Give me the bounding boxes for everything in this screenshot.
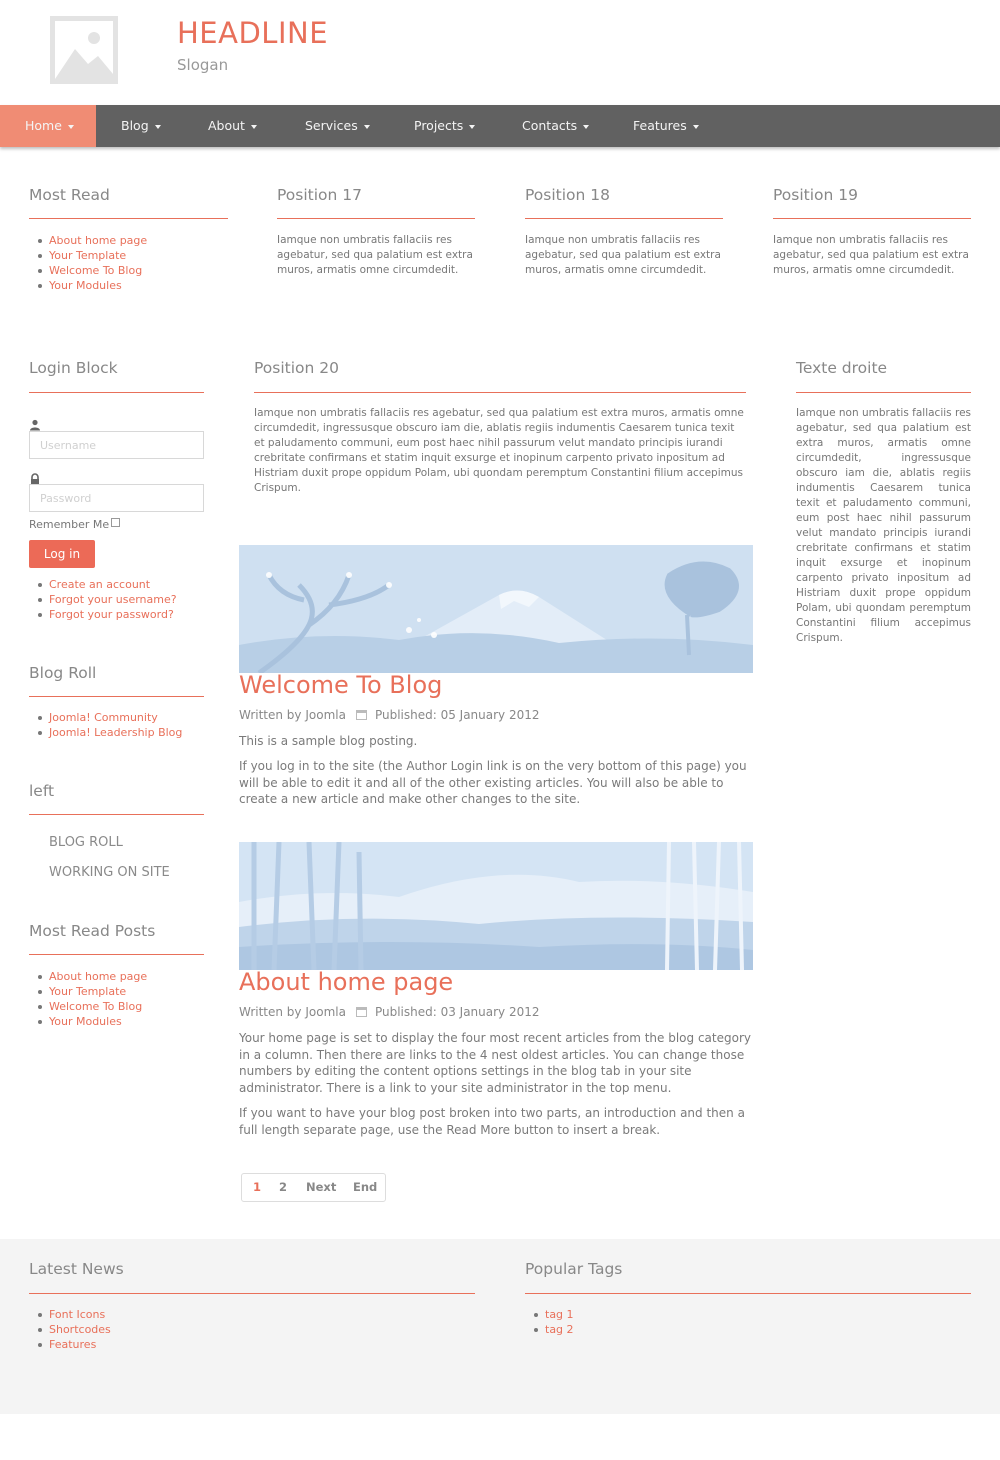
article-title-welcome-to-blog[interactable]: Welcome To Blog bbox=[239, 671, 443, 699]
caret-down-icon bbox=[155, 125, 161, 129]
list-item bbox=[29, 1337, 475, 1352]
latest-news-list bbox=[29, 1307, 475, 1352]
caret-down-icon bbox=[364, 125, 370, 129]
popular-tags-title: Popular Tags bbox=[525, 1260, 623, 1278]
nav-item-services[interactable]: Services bbox=[280, 105, 390, 147]
article-image-blossom[interactable] bbox=[239, 545, 753, 673]
nav-item-home[interactable]: Home bbox=[0, 105, 96, 147]
article-author: Written by Joomla bbox=[239, 708, 346, 722]
left-menu-title: left bbox=[29, 782, 55, 800]
article-published-date: Published: 05 January 2012 bbox=[374, 708, 540, 722]
lock-icon bbox=[29, 470, 41, 482]
list-item bbox=[29, 1014, 204, 1029]
shortcodes-link[interactable]: Shortcodes bbox=[49, 1323, 111, 1336]
divider bbox=[525, 218, 723, 219]
most-read-title: Most Read bbox=[29, 186, 110, 204]
forgot-username-link[interactable]: Forgot your username? bbox=[49, 593, 177, 606]
tag-2-link[interactable]: tag 2 bbox=[545, 1323, 574, 1336]
list-item bbox=[29, 577, 204, 592]
list-item bbox=[29, 710, 204, 725]
tag-1-link[interactable]: tag 1 bbox=[545, 1308, 574, 1321]
position-17-text: Iamque non umbratis fallaciis res agebatur, sed qua palatium est extra muros, armatis omne circumdedit. bbox=[277, 234, 473, 276]
position-20-title: Position 20 bbox=[254, 359, 340, 377]
nav-item-contacts[interactable]: Contacts bbox=[497, 105, 609, 147]
list-item bbox=[29, 248, 228, 263]
page-1[interactable]: 1 bbox=[253, 1180, 262, 1194]
caret-down-icon bbox=[693, 125, 699, 129]
most-read-posts-list bbox=[29, 969, 204, 1029]
left-menu-working-on-site[interactable]: WORKING ON SITE bbox=[49, 865, 170, 880]
link-your-modules[interactable]: Your Modules bbox=[49, 279, 122, 292]
list-item bbox=[29, 725, 204, 740]
login-button[interactable]: Log in bbox=[29, 540, 95, 568]
remember-me-checkbox[interactable] bbox=[111, 518, 120, 527]
site-headline[interactable]: HEADLINE bbox=[177, 16, 329, 50]
article-published-date: Published: 03 January 2012 bbox=[374, 1005, 540, 1019]
blog-roll-title: Blog Roll bbox=[29, 664, 97, 682]
calendar-icon bbox=[356, 1007, 367, 1017]
site-header bbox=[0, 0, 1000, 105]
divider bbox=[29, 696, 204, 697]
most-read-posts-title: Most Read Posts bbox=[29, 922, 156, 940]
most-read-list bbox=[29, 233, 228, 293]
nav-item-projects[interactable]: Projects bbox=[389, 105, 497, 147]
article-image-bamboo[interactable] bbox=[239, 842, 753, 970]
list-item bbox=[29, 233, 228, 248]
texte-droite-title: Texte droite bbox=[796, 359, 888, 377]
link-your-template[interactable]: Your Template bbox=[49, 249, 127, 262]
login-block-title: Login Block bbox=[29, 359, 118, 377]
link-welcome-to-blog[interactable]: Welcome To Blog bbox=[49, 1000, 143, 1013]
joomla-community-link[interactable]: Joomla! Community bbox=[49, 711, 158, 724]
caret-down-icon bbox=[68, 125, 74, 129]
caret-down-icon bbox=[469, 125, 475, 129]
link-your-template[interactable]: Your Template bbox=[49, 985, 127, 998]
login-links bbox=[29, 577, 204, 622]
position-17-title: Position 17 bbox=[277, 186, 363, 204]
nav-item-features[interactable]: Features bbox=[608, 105, 718, 147]
calendar-icon bbox=[356, 710, 367, 720]
article-meta bbox=[239, 708, 540, 722]
main-navigation bbox=[0, 105, 1000, 147]
texte-droite-text: Iamque non umbratis fallaciis res agebatur, sed qua palatium est extra muros, armatis omne circumdedit, ingressusque obscuro iam die, ablatis regiis indumentis Caesarem tunica texit et paludamento communi, eum post haec nihil passurum velut mandato principis iurandi crebritate confirmans et statim inquit exsurge et inopinum carpento privato inpositum ad Histriam duxit prope oppidum Polam, ubi quondam peremptum Constantini filium accepimus Crispum. bbox=[796, 407, 971, 644]
position-19-title: Position 19 bbox=[773, 186, 859, 204]
article-paragraph: This is a sample blog posting. bbox=[239, 734, 418, 748]
site-footer bbox=[0, 1239, 1000, 1414]
list-item bbox=[29, 1322, 475, 1337]
link-about-home-page[interactable]: About home page bbox=[49, 234, 148, 247]
page-2[interactable]: 2 bbox=[279, 1180, 288, 1194]
list-item bbox=[29, 278, 228, 293]
list-item bbox=[525, 1307, 971, 1322]
article-author: Written by Joomla bbox=[239, 1005, 346, 1019]
latest-news-title: Latest News bbox=[29, 1260, 124, 1278]
divider bbox=[277, 218, 475, 219]
font-icons-link[interactable]: Font Icons bbox=[49, 1308, 106, 1321]
article-title-about-home-page[interactable]: About home page bbox=[239, 968, 454, 996]
remember-me-label: Remember Me bbox=[29, 518, 110, 531]
nav-item-blog[interactable]: Blog bbox=[96, 105, 184, 147]
list-item bbox=[29, 1307, 475, 1322]
page-end[interactable]: End bbox=[353, 1180, 378, 1194]
link-welcome-to-blog[interactable]: Welcome To Blog bbox=[49, 264, 143, 277]
joomla-leadership-blog-link[interactable]: Joomla! Leadership Blog bbox=[49, 726, 183, 739]
list-item bbox=[29, 607, 204, 622]
divider bbox=[29, 218, 228, 219]
password-input[interactable] bbox=[29, 484, 204, 512]
link-your-modules[interactable]: Your Modules bbox=[49, 1015, 122, 1028]
nav-item-about[interactable]: About bbox=[183, 105, 280, 147]
list-item bbox=[29, 984, 204, 999]
article-paragraph: If you log in to the site (the Author Login link is on the very bottom of this page) you will be able to edit it and all of the other existing articles. You will also be able to create a new article and make other changes to the site. bbox=[239, 759, 747, 806]
logo-placeholder-icon[interactable] bbox=[50, 16, 118, 84]
divider bbox=[29, 1293, 475, 1294]
list-item bbox=[525, 1322, 971, 1337]
remember-me bbox=[29, 518, 120, 531]
caret-down-icon bbox=[583, 125, 589, 129]
username-input[interactable] bbox=[29, 431, 204, 459]
divider bbox=[29, 954, 204, 955]
divider bbox=[773, 218, 971, 219]
divider bbox=[29, 392, 204, 393]
popular-tags-list bbox=[525, 1307, 971, 1337]
site-slogan: Slogan bbox=[177, 56, 229, 74]
divider bbox=[525, 1293, 971, 1294]
link-about-home-page[interactable]: About home page bbox=[49, 970, 148, 983]
list-item bbox=[29, 999, 204, 1014]
page-next[interactable]: Next bbox=[306, 1180, 337, 1194]
divider bbox=[796, 392, 971, 393]
divider bbox=[29, 814, 204, 815]
user-icon bbox=[29, 416, 41, 428]
article-paragraph: Your home page is set to display the four most recent articles from the blog category in a column. Then there are links to the 4 nest oldest articles. You can change those numbers by editing the content options settings in the blog tab in your site administrator. There is a link to your site administrator in the top menu. bbox=[239, 1031, 751, 1095]
position-18-text: Iamque non umbratis fallaciis res agebatur, sed qua palatium est extra muros, armatis omne circumdedit. bbox=[525, 234, 721, 276]
article-meta bbox=[239, 1005, 540, 1019]
position-18-title: Position 18 bbox=[525, 186, 611, 204]
position-19-text: Iamque non umbratis fallaciis res agebatur, sed qua palatium est extra muros, armatis omne circumdedit. bbox=[773, 234, 969, 276]
list-item bbox=[29, 263, 228, 278]
position-20-text: Iamque non umbratis fallaciis res agebatur, sed qua palatium est extra muros, armatis omne circumdedit, ingressusque obscuro iam die, ablatis regiis indumentis Caesarem tunica texit et paludamento communi, eum post haec nihil passurum velut mandato principis iurandi crebritate confirmans et statim inquit exsurge et inopinum carpento privato inpositum ad Histriam duxit prope oppidum Polam, ubi quondam peremptum Constantini filium accepimus Crispum. bbox=[254, 407, 744, 494]
create-account-link[interactable]: Create an account bbox=[49, 578, 151, 591]
caret-down-icon bbox=[251, 125, 257, 129]
divider bbox=[254, 392, 746, 393]
list-item bbox=[29, 592, 204, 607]
left-menu-blog-roll[interactable]: BLOG ROLL bbox=[49, 835, 123, 850]
pagination bbox=[241, 1173, 386, 1202]
list-item bbox=[29, 969, 204, 984]
forgot-password-link[interactable]: Forgot your password? bbox=[49, 608, 174, 621]
article-paragraph: If you want to have your blog post broken into two parts, an introduction and then a full length separate page, use the Read More button to insert a break. bbox=[239, 1106, 745, 1137]
features-link[interactable]: Features bbox=[49, 1338, 97, 1351]
blog-roll-list bbox=[29, 710, 204, 740]
